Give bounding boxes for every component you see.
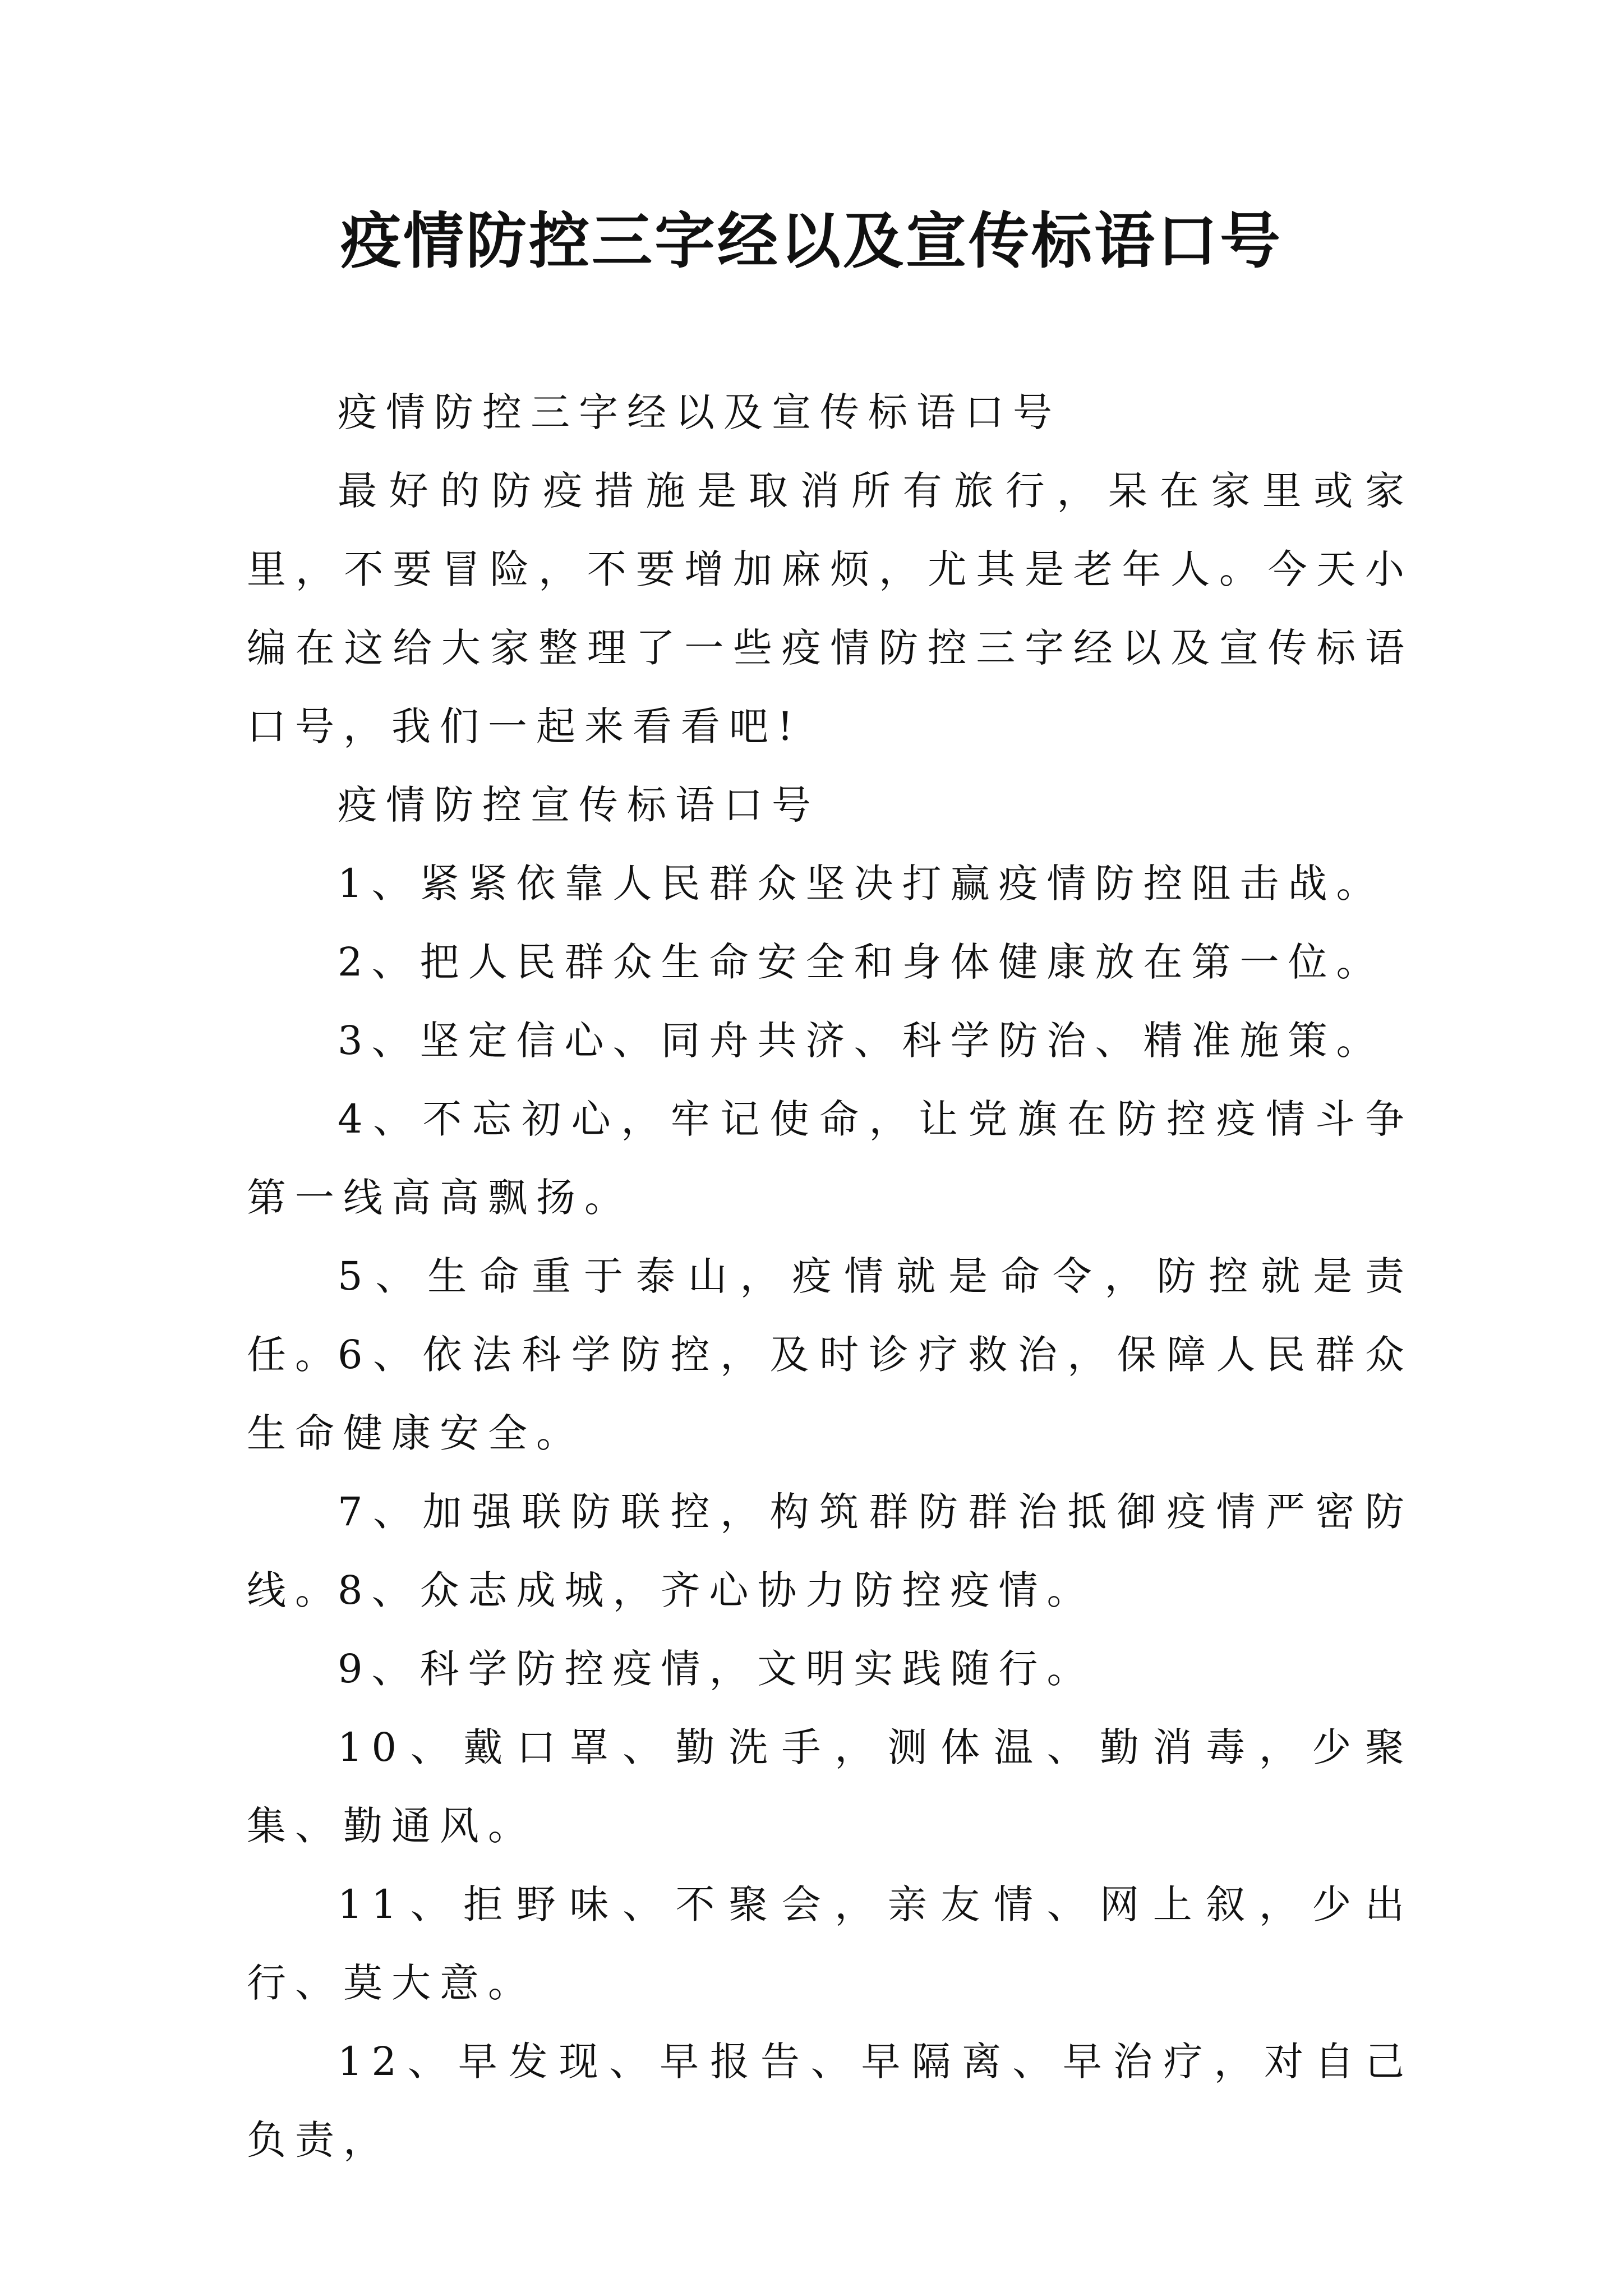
slogan-item: 4、不忘初心，牢记使命，让党旗在防控疫情斗争第一线高高飘扬。 (247, 1096, 1413, 1221)
intro-paragraph: 最好的防疫措施是取消所有旅行，呆在家里或家里，不要冒险，不要增加麻烦，尤其是老年人。今天小编在这给大家整理了一些疫情防控三字经以及宣传标语口号，我们一起来看看吧! (247, 468, 1413, 749)
slogan-item: 8、众志成城，齐心协力防控疫情。 (338, 1567, 1095, 1613)
slogan-item: 3、坚定信心、同舟共济、科学防治、精准施策。 (338, 1018, 1385, 1064)
slogan-heading: 疫情防控宣传标语口号 (338, 782, 820, 828)
slogan-item: 1、紧紧依靠人民群众坚决打赢疫情防控阻击战。 (338, 861, 1385, 907)
slogan-item: 11、拒野味、不聚会，亲友情、网上叙，少出行、莫大意。 (247, 1881, 1413, 2006)
slogan-item: 10、戴口罩、勤洗手，测体温、勤消毒，少聚集、勤通风。 (247, 1724, 1413, 1849)
slogan-item: 9、科学防控疫情，文明实践随行。 (338, 1646, 1095, 1692)
document-title: 疫情防控三字经以及宣传标语口号 (340, 206, 1283, 277)
slogan-item: 2、把人民群众生命安全和身体健康放在第一位。 (338, 939, 1385, 985)
slogan-item: 6、依法科学防控，及时诊疗救治，保障人民群众生命健康安全。 (247, 1332, 1413, 1456)
slogan-item: 5、生命重于泰山，疫情就是命令，防控就是责任。 (247, 1253, 1413, 1378)
slogan-item: 12、早发现、早报告、早隔离、早治疗，对自己负责， (247, 2039, 1413, 2163)
intro-title: 疫情防控三字经以及宣传标语口号 (338, 389, 1061, 435)
slogan-item: 7、加强联防联控，构筑群防群治抵御疫情严密防线。 (247, 1489, 1413, 1613)
